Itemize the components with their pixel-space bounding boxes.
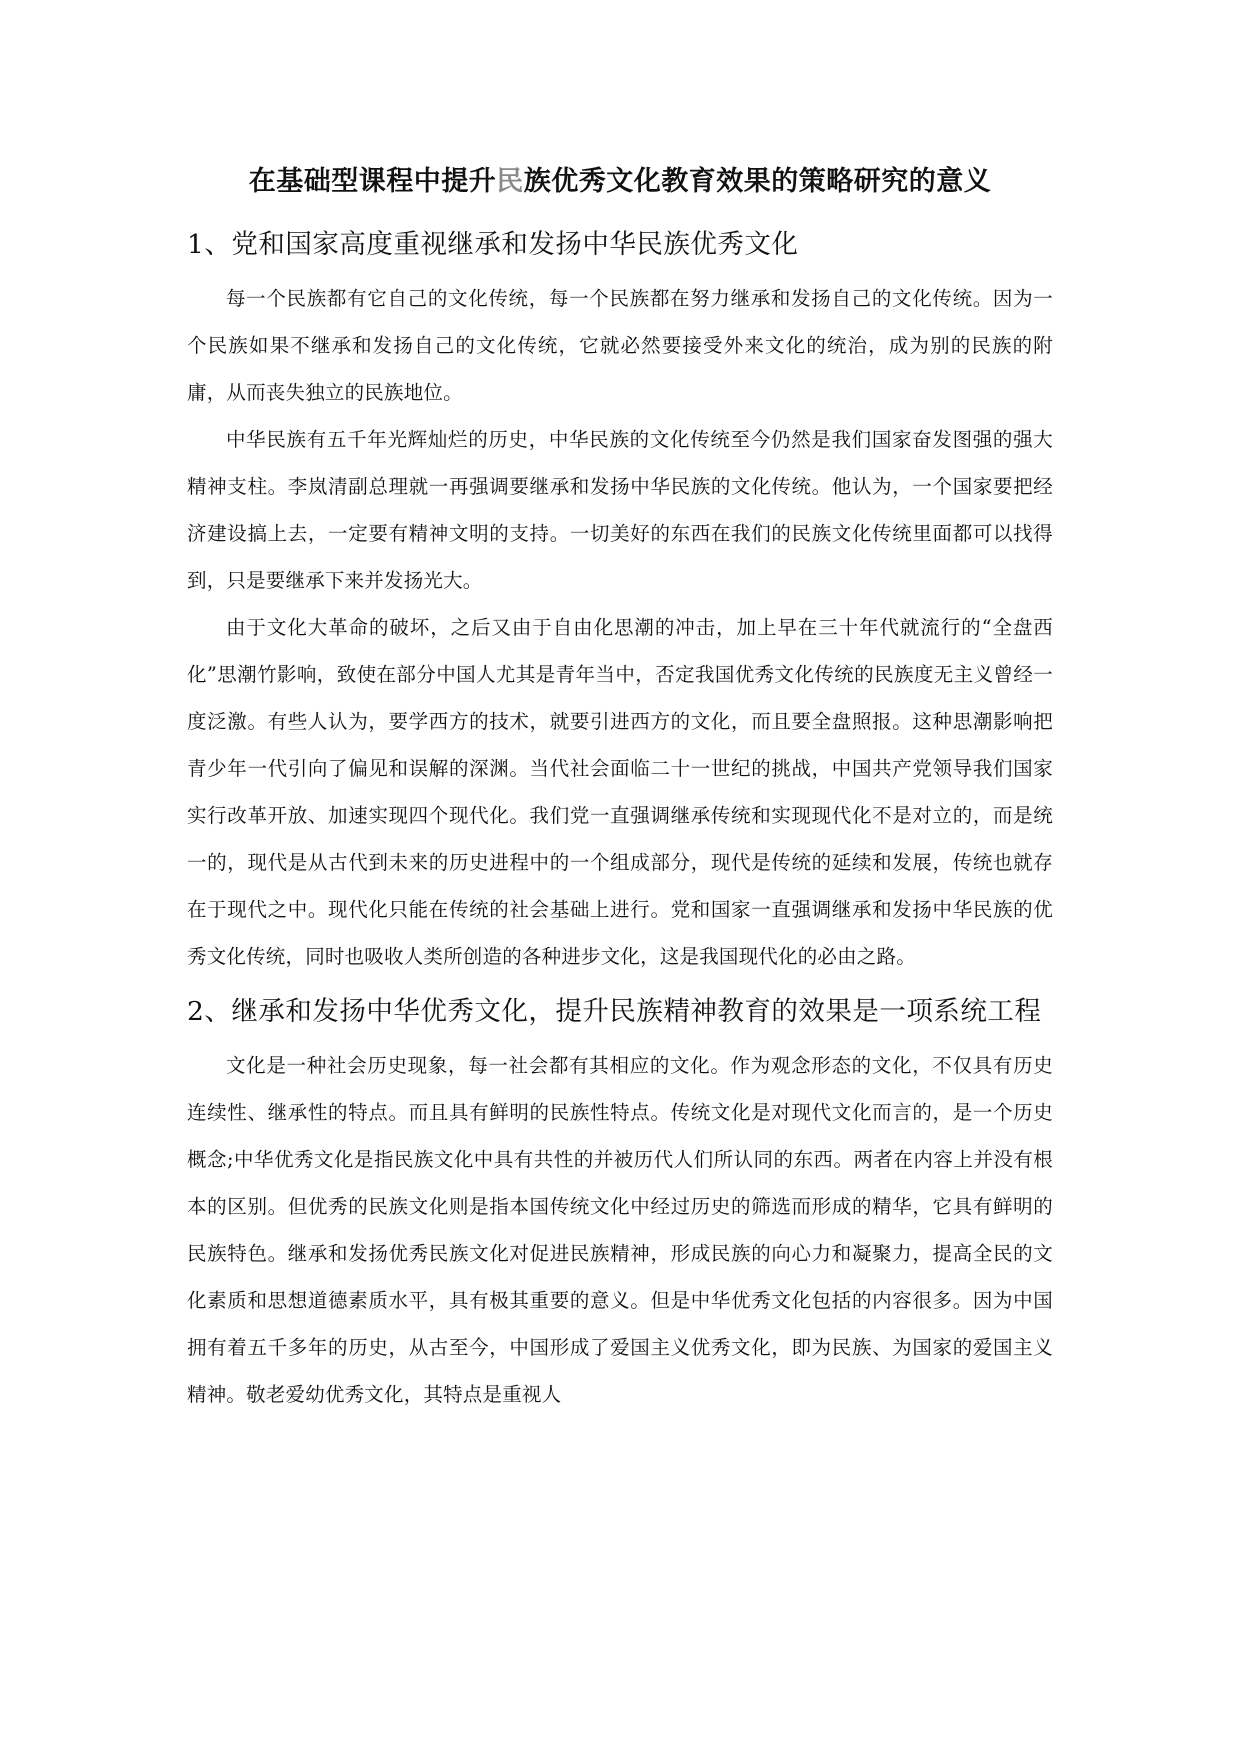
title-text-end: 族优秀文化教育效果的策略研究的意义	[523, 166, 992, 197]
section-1-body	[187, 275, 1053, 980]
section-2-paragraph-1: 文化是一种社会历史现象，每一社会都有其相应的文化。作为观念形态的文化，不仅具有历史连续性、继承性的特点。而且具有鲜明的民族性特点。传统文化是对现代文化而言的，是一个历史概念;中华优秀文化是指民族文化中具有共性的并被历代人们所认同的东西。两者在内容上并没有根本的区别。但优秀的民族文化则是指本国传统文化中经过历史的筛选而形成的精华，它具有鲜明的民族特色。继承和发扬优秀民族文化对促进民族精神，形成民族的向心力和凝聚力，提高全民的文化素质和思想道德素质水平，具有极其重要的意义。但是中华优秀文化包括的内容很多。因为中国拥有着五千多年的历史，从古至今，中国形成了爱国主义优秀文化，即为民族、为国家的爱国主义精神。敬老爱幼优秀文化，其特点是重视人	[187, 1054, 1053, 1406]
section-2-body	[187, 1042, 1053, 1418]
section-2	[187, 982, 1053, 1418]
section-1-paragraph-3: 由于文化大革命的破坏，之后又由于自由化思潮的冲击，加上早在三十年代就流行的“全盘西化”思潮竹影响，致使在部分中国人尤其是青年当中，否定我国优秀文化传统的民族度无主义曾经一度泛激。有些人认为，要学西方的技术，就要引进西方的文化，而且要全盘照报。这种思潮影响把青少年一代引向了偏见和误解的深渊。当代社会面临二十一世纪的挑战，中国共产党领导我们国家实行改革开放、加速实现四个现代化。我们党一直强调继承传统和实现现代化不是对立的，而是统一的，现代是从古代到未来的历史进程中的一个组成部分，现代是传统的延续和发展，传统也就存在于现代之中。现代化只能在传统的社会基础上进行。党和国家一直强调继承和发扬中华民族的优秀文化传统，同时也吸收人类所创造的各种进步文化，这是我国现代化的必由之路。	[187, 616, 1053, 968]
title-faded-character: 民	[496, 166, 524, 197]
section-1-paragraph-1: 每一个民族都有它自己的文化传统，每一个民族都在努力继承和发扬自己的文化传统。因为一个民族如果不继承和发扬自己的文化传统，它就必然要接受外来文化的统治，成为别的民族的附庸，从而丧失独立的民族地位。	[187, 287, 1053, 404]
document-title	[187, 155, 1053, 209]
section-1-heading: 1、党和国家高度重视继承和发扬中华民族优秀文化	[187, 229, 799, 260]
section-1-paragraph-2: 中华民族有五千年光辉灿烂的历史，中华民族的文化传统至今仍然是我们国家奋发图强的强大精神支柱。李岚清副总理就一再强调要继承和发扬中华民族的文化传统。他认为，一个国家要把经济建设搞上去，一定要有精神文明的支持。一切美好的东西在我们的民族文化传统里面都可以找得到，只是要继承下来并发扬光大。	[187, 428, 1053, 592]
section-2-heading: 2、继承和发扬中华优秀文化，提升民族精神教育的效果是一项系统工程	[187, 996, 1042, 1027]
section-1	[187, 215, 1053, 980]
document-content	[187, 155, 1053, 1418]
title-text-start: 在基础型课程中提升	[248, 166, 497, 197]
